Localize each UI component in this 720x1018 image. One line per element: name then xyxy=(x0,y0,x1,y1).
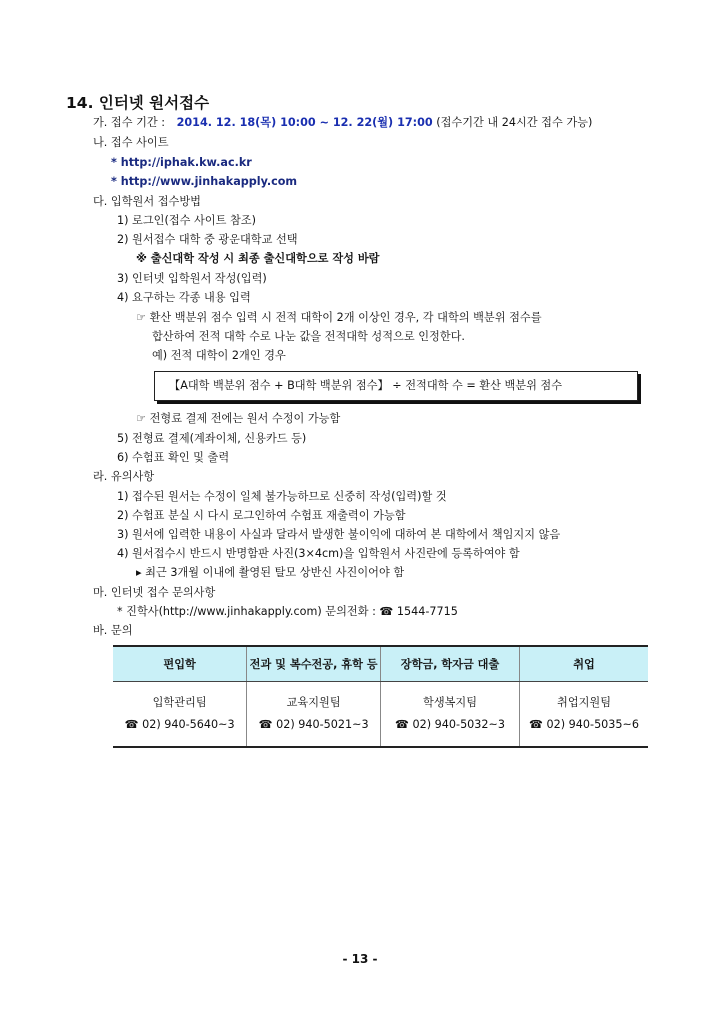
score-note-line2: 합산하여 전적 대학 수로 나눈 값을 전적대학 성적으로 인정한다. xyxy=(152,330,465,343)
notes-item-4-sub: ▸ 최근 3개월 이내에 촬영된 탈모 상반신 사진이어야 함 xyxy=(136,566,405,579)
method-step-6: 6) 수험표 확인 및 출력 xyxy=(117,451,230,464)
table-header: 전과 및 복수전공, 휴학 등 xyxy=(247,646,381,682)
score-example: 예) 전적 대학이 2개인 경우 xyxy=(152,349,286,362)
inquiry-label: 마. 인터넷 접수 문의사항 xyxy=(93,586,216,599)
team-name: 학생복지팀 xyxy=(423,696,478,709)
team-phone: ☎ 02) 940-5021~3 xyxy=(258,718,369,731)
score-note-line1: ☞ 환산 백분위 점수 입력 시 전적 대학이 2개 이상인 경우, 각 대학의 백분위 점수를 xyxy=(136,311,542,324)
period-note: (접수기간 내 24시간 접수 가능) xyxy=(436,116,593,129)
site-link-1[interactable]: * http://iphak.kw.ac.kr xyxy=(111,156,252,169)
team-phone: ☎ 02) 940-5640~3 xyxy=(124,718,235,731)
fee-note: ☞ 전형료 결제 전에는 원서 수정이 가능함 xyxy=(136,412,341,425)
method-step-2-note: ※ 출신대학 작성 시 최종 출신대학으로 작성 바람 xyxy=(136,252,380,265)
method-step-4: 4) 요구하는 각종 내용 입력 xyxy=(117,291,251,304)
notes-item-3: 3) 원서에 입력한 내용이 사실과 달라서 발생한 불이익에 대하여 본 대학에서 책임지지 않음 xyxy=(117,528,561,541)
team-name: 입학관리팀 xyxy=(152,696,207,709)
table-header-row xyxy=(113,646,648,682)
method-label: 다. 입학원서 접수방법 xyxy=(93,195,201,208)
table-cell xyxy=(247,682,381,748)
period-value: 2014. 12. 18(목) 10:00 ~ 12. 22(월) 17:00 xyxy=(176,116,433,129)
notes-item-2: 2) 수험표 분실 시 다시 로그인하여 수험표 재출력이 가능함 xyxy=(117,509,406,522)
site-link-2[interactable]: * http://www.jinhakapply.com xyxy=(111,175,298,188)
period-label: 가. 접수 기간 : xyxy=(93,116,166,129)
table-header: 편입학 xyxy=(113,646,247,682)
table-header: 장학금, 학자금 대출 xyxy=(381,646,520,682)
table-cell xyxy=(520,682,648,748)
notes-item-1: 1) 접수된 원서는 수정이 일체 불가능하므로 신중히 작성(입력)할 것 xyxy=(117,490,447,503)
method-step-3: 3) 인터넷 입학원서 작성(입력) xyxy=(117,272,267,285)
table-cell xyxy=(381,682,520,748)
inquiry-contact: * 진학사(http://www.jinhakapply.com) 문의전화 : ☎ 1544-7715 xyxy=(117,605,458,618)
table-row xyxy=(113,682,648,748)
team-phone: ☎ 02) 940-5035~6 xyxy=(529,718,640,731)
team-name: 교육지원팀 xyxy=(286,696,341,709)
page-number: - 13 - xyxy=(342,952,378,966)
team-phone: ☎ 02) 940-5032~3 xyxy=(395,718,506,731)
notes-item-4: 4) 원서접수시 반드시 반명함판 사진(3×4cm)을 입학원서 사진란에 등록하여야 함 xyxy=(117,547,520,560)
method-step-5: 5) 전형료 결제(계좌이체, 신용카드 등) xyxy=(117,432,307,445)
contacts-table xyxy=(113,645,648,748)
method-step-2: 2) 원서접수 대학 중 광운대학교 선택 xyxy=(117,233,298,246)
table-cell xyxy=(113,682,247,748)
site-label: 나. 접수 사이트 xyxy=(93,136,169,149)
period-line xyxy=(93,116,592,130)
team-name: 취업지원팀 xyxy=(557,696,612,709)
section-title: 14. 인터넷 원서접수 xyxy=(66,94,210,112)
score-formula-box: 【A대학 백분위 점수 + B대학 백분위 점수】 ÷ 전적대학 수 = 환산 백분위 점수 xyxy=(154,371,638,401)
table-header: 취업 xyxy=(520,646,648,682)
contacts-label: 바. 문의 xyxy=(93,624,133,637)
method-step-1: 1) 로그인(접수 사이트 참조) xyxy=(117,214,256,227)
notes-label: 라. 유의사항 xyxy=(93,470,155,483)
